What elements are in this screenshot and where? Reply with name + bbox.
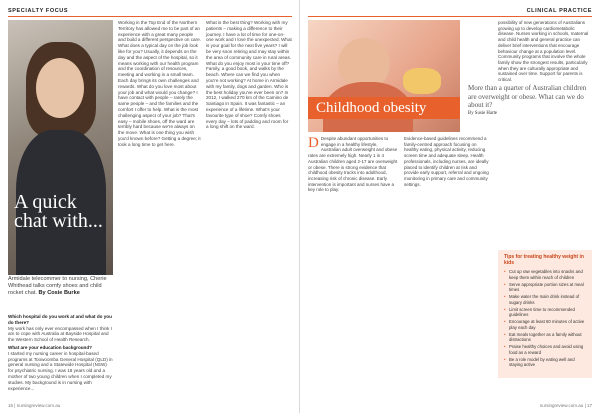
answer: My work has only ever encompassed when I think I am to cope with Australia at Bayside Hospital and the Western School of Health Research. <box>8 325 112 343</box>
byline: By Susie Harte <box>468 110 498 116</box>
article-column-1 <box>308 136 398 193</box>
page-number: 16 <box>8 403 14 408</box>
tip-item: • Eat meals together as a family without distractions <box>504 332 586 343</box>
standfirst-text: More than a quarter of Australian children are overweight or obese. What can we do about it? <box>468 84 587 109</box>
article-title-banner: Childhood obesity <box>308 97 460 119</box>
tip-item: • Make water the main drink instead of sugary drinks <box>504 294 586 305</box>
header-rule <box>8 16 292 17</box>
page-footer: nursingreview.com.au | 17 <box>539 403 592 408</box>
intro-text <box>8 276 113 297</box>
column-text: Despite abundant opportunities to engage in a healthy lifestyle, Australian adult overweight and obese rates are extremely high. Nearly 1 in 4 Australian children aged 2-17 are overweight or obese. There is strong evidence that childhood obesity tracks into adulthood, increasing risk of chronic disease. Early intervention is important and nurses have a key role to play. <box>308 136 398 193</box>
quick-chat-title: A quick chat with... <box>14 191 103 232</box>
intro-body: Armidale telecommer to nursing, Cherie Whithead talks comfy shoes and child rocket chat. <box>8 276 107 296</box>
tip-item: • Cut up raw vegetables into snacks and keep them within reach of children <box>504 269 586 280</box>
standfirst <box>468 84 592 118</box>
page-footer: 16 | nursingreview.com.au <box>8 403 61 408</box>
header-rule <box>308 16 592 17</box>
food-item <box>403 68 441 94</box>
tip-item: • Praise healthy choices and avoid using food as a reward <box>504 344 586 355</box>
article-column-3: What is the best thing? Working with my patients – making a difference to their journey. I have a lot of time for one-on-one work and I love the unexpected. What is your goal for the next five years? I will be very soon retiring and may stay within the area of community care in rural areas. What do you enjoy most in your time off? Family, a good book, and walks by the beach. Where can we find you when you're not working? At home in Armidale with my family, dogs and garden. Who is the best holiday you've ever been on? In 2012, I walked 270 km of the Camino de Santiago in Spain. It was fantastic – an experience of a lifetime. What's your favourite type of shoe? Comfy shoes every day – lots of padding and room for a long shift on the ward. <box>206 20 292 130</box>
tips-title: Tips for treating healthy weight in kids <box>504 254 584 266</box>
tip-item: • Serve appropriate portion sizes at meal times <box>504 282 586 293</box>
portrait-photo <box>8 20 113 275</box>
tip-item: • Encourage at least 60 minutes of active play each day <box>504 319 586 330</box>
question: Which hospital do you work at and what do you do there? <box>8 314 112 325</box>
tip-item: • Limit screen time to recommended guidelines <box>504 307 586 318</box>
article-column-2: Evidence-based guidelines recommend a family-centred approach focusing on healthy eating, physical activity, reducing screen time and adequate sleep. Health professionals, including nurses, are ideally placed to identify children at risk and provide early support, referral and ongoing monitoring in primary care and community settings. <box>404 136 489 187</box>
article-column-2: Working in the Top End of the Northern Territory has allowed me to be part of an experience with a great many people and build a different perspective on care. What does a typical day on the job look like for you? Usually, it depends on the day and the aspect of the hospital, so it means working with our health program and the coordination of resources, meeting and working in a small team. Each day brings its own challenges and rewards. What do you love most about your job and what would you change? I have contact with people – rarely the same people – and the families and the comfort I offer to help. What is the most challenging aspect of your job? That's easy – mobile shoes, off the ward are terribly hard because we're always on the move. What is one thing you wish you'd known before? Getting a degree; it took a long time to get here. <box>118 20 201 147</box>
portrait-face <box>36 58 84 118</box>
answer: I started my nursing career in hospital-based programs at Toowoomba General Hospital (QLD) in general nursing and a Statewide Hospital (NSW) for psychiatric nursing. I was 18 years old and a mother of two young children when I completed my studies. My background is in nursing with experience... <box>8 350 113 391</box>
right-page <box>300 0 600 413</box>
page-number: 17 <box>586 403 592 408</box>
drop-cap: D <box>308 135 319 151</box>
qa-column-1 <box>8 312 113 393</box>
article-column-3: possibility of new generations of Australians growing up to develop cardiometabolic disease. Nurses working in schools, maternal and child health and general practice can deliver brief interventions that encourage behaviour change at a population level. Community programs that involve the whole family show the strongest results, particularly when they are culturally appropriate and sustained over time. Support for parents is critical. <box>498 20 589 83</box>
tip-item: • Be a role model by eating well and staying active <box>504 357 586 368</box>
section-heading: CLINICAL PRACTICE <box>526 8 592 14</box>
question: What are your education background? <box>8 344 92 350</box>
site-url: nursingreview.com.au <box>16 403 61 408</box>
section-heading: SPECIALTY FOCUS <box>8 8 69 14</box>
tips-box <box>498 250 592 378</box>
byline: By Cosie Burke <box>38 290 80 296</box>
site-url: nursingreview.com.au <box>539 403 584 408</box>
